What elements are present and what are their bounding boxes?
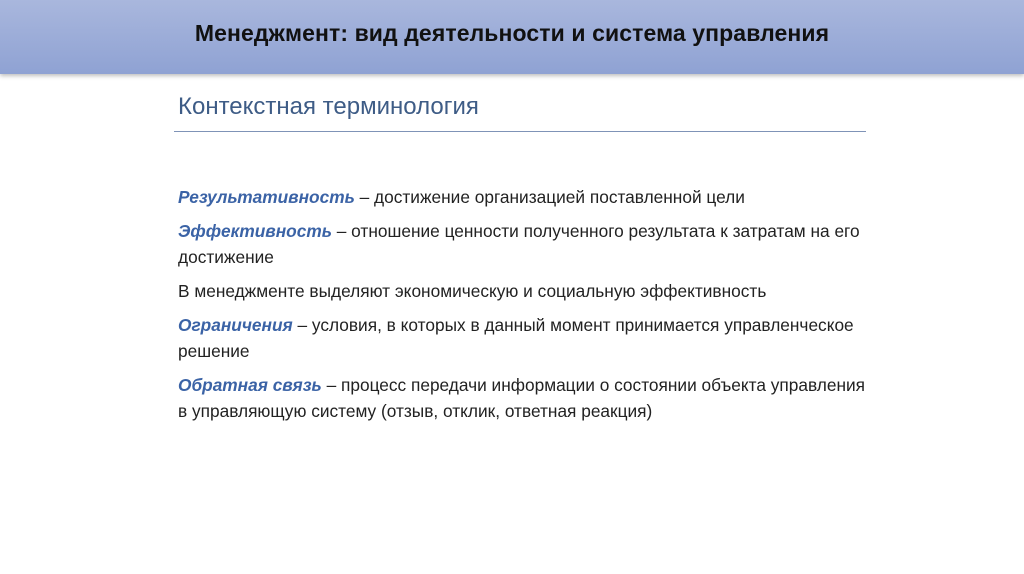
definition-term: Ограничения bbox=[178, 315, 293, 335]
definitions-list bbox=[178, 184, 868, 432]
definition-text: – условия, в которых в данный момент принимается управленческое решение bbox=[178, 315, 854, 361]
definition-term: Эффективность bbox=[178, 221, 332, 241]
definition-item bbox=[178, 312, 868, 364]
definition-item bbox=[178, 372, 868, 424]
definition-term: Результативность bbox=[178, 187, 355, 207]
definition-text: В менеджменте выделяют экономическую и социальную эффективность bbox=[178, 281, 767, 301]
definition-term: Обратная связь bbox=[178, 375, 322, 395]
slide-subtitle: Контекстная терминология bbox=[178, 93, 479, 120]
definition-item bbox=[178, 278, 868, 304]
subtitle-divider bbox=[174, 131, 866, 132]
definition-item bbox=[178, 184, 868, 210]
definition-text: – достижение организацией поставленной цели bbox=[354, 187, 745, 207]
slide-title: Менеджмент: вид деятельности и система управления bbox=[194, 20, 830, 46]
definition-text: – процесс передачи информации о состоянии объекта управления в управляющую систему (отзыв, отклик, ответная реакция) bbox=[178, 375, 866, 421]
definition-item bbox=[178, 218, 868, 270]
definition-text: – отношение ценности полученного результата к затратам на его достижение bbox=[178, 221, 860, 267]
